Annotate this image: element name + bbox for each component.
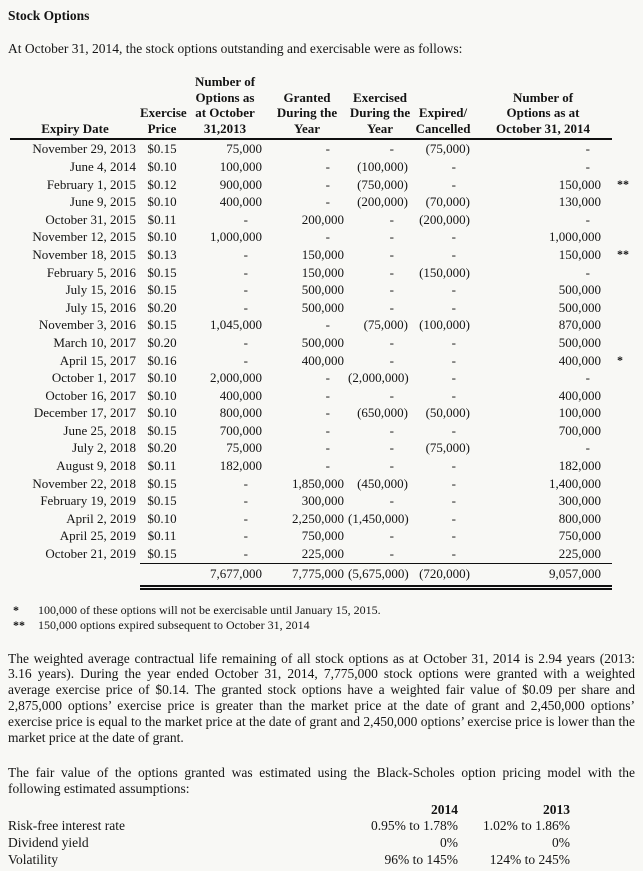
cell-opening-balance: 100,000 xyxy=(219,158,262,174)
total-granted: 7,775,000 xyxy=(266,563,348,587)
col-header-exercised: Exercised During the Year xyxy=(348,74,412,139)
cell-exercised: (2,000,000) xyxy=(348,370,409,386)
cell-expired-cancelled: - xyxy=(451,370,456,386)
cell-expiry-date: June 9, 2015 xyxy=(69,194,136,210)
table-row xyxy=(10,369,640,387)
cell-exercise-price: $0.10 xyxy=(147,405,177,421)
cell-granted: 225,000 xyxy=(266,545,348,563)
cell-granted: 300,000 xyxy=(301,493,344,509)
cell-exercise-price: $0.10 xyxy=(147,229,177,245)
cell-footnote-marker xyxy=(612,404,640,422)
cell-footnote-marker xyxy=(612,492,640,510)
table-row xyxy=(10,492,640,510)
cell-opening-balance: 900,000 xyxy=(219,176,262,192)
cell-footnote-marker xyxy=(612,422,640,440)
cell-exercised: (650,000) xyxy=(357,405,408,421)
cell-opening-balance: - xyxy=(243,475,248,491)
cell-footnote-marker xyxy=(612,387,640,405)
cell-expiry-date: November 29, 2013 xyxy=(32,141,136,157)
cell-opening-balance: - xyxy=(243,282,248,298)
cell-granted: 1,850,000 xyxy=(292,475,344,491)
cell-expiry-date: July 15, 2016 xyxy=(65,282,136,298)
cell-exercise-price: $0.12 xyxy=(147,176,177,192)
cell-exercised: - xyxy=(389,387,394,403)
cell-footnote-marker xyxy=(612,457,640,475)
cell-closing-balance: 500,000 xyxy=(558,334,601,350)
cell-footnote-marker xyxy=(612,299,640,317)
cell-exercised: (100,000) xyxy=(357,158,408,174)
cell-granted: - xyxy=(325,422,330,438)
cell-exercised: - xyxy=(389,282,394,298)
cell-exercise-price: $0.13 xyxy=(147,246,177,262)
cell-opening-balance: - xyxy=(243,334,248,350)
assumptions-header-row xyxy=(8,801,578,818)
cell-exercise-price: $0.11 xyxy=(147,528,177,544)
footnote-marker: ** xyxy=(13,618,25,633)
cell-exercise-price: $0.20 xyxy=(147,334,177,350)
assumption-value-2013: 124% to 245% xyxy=(489,851,570,867)
stock-options-table xyxy=(10,74,640,590)
cell-expired-cancelled: - xyxy=(451,475,456,491)
col-header-expiry-date: Expiry Date xyxy=(10,74,140,139)
cell-footnote-marker: * xyxy=(617,352,623,367)
cell-expiry-date: July 2, 2018 xyxy=(72,440,136,456)
cell-opening-balance: 400,000 xyxy=(219,194,262,210)
cell-expired-cancelled: - xyxy=(412,545,474,563)
cell-exercise-price: $0.15 xyxy=(147,422,177,438)
cell-expiry-date: October 31, 2015 xyxy=(45,211,136,227)
cell-granted: 500,000 xyxy=(301,299,344,315)
cell-exercise-price: $0.15 xyxy=(147,317,177,333)
options-table-header xyxy=(10,74,640,139)
cell-exercised: - xyxy=(389,264,394,280)
cell-opening-balance: - xyxy=(243,510,248,526)
cell-expired-cancelled: - xyxy=(451,510,456,526)
cell-granted: 500,000 xyxy=(301,334,344,350)
cell-expired-cancelled: - xyxy=(451,282,456,298)
col-header-2014: 2014 xyxy=(431,802,458,817)
cell-footnote-marker: ** xyxy=(617,176,629,191)
cell-closing-balance: 182,000 xyxy=(558,458,601,474)
cell-expiry-date: April 15, 2017 xyxy=(59,352,136,368)
cell-opening-balance: 400,000 xyxy=(219,387,262,403)
cell-closing-balance: 800,000 xyxy=(558,510,601,526)
cell-footnote-marker: ** xyxy=(617,246,629,261)
cell-footnote-marker xyxy=(612,211,640,229)
cell-expired-cancelled: - xyxy=(451,387,456,403)
total-opening: 7,677,000 xyxy=(184,563,266,587)
cell-expiry-date: February 5, 2016 xyxy=(46,264,136,280)
cell-exercised: - xyxy=(389,528,394,544)
cell-exercised: - xyxy=(389,246,394,262)
table-row xyxy=(10,211,640,229)
cell-footnote-marker xyxy=(612,193,640,211)
total-spacer-note xyxy=(612,563,640,587)
cell-expiry-date: June 25, 2018 xyxy=(63,422,136,438)
cell-opening-balance: - xyxy=(243,246,248,262)
cell-exercised: - xyxy=(389,458,394,474)
cell-exercise-price: $0.20 xyxy=(147,440,177,456)
cell-expiry-date: February 19, 2019 xyxy=(40,493,136,509)
cell-exercised: - xyxy=(389,299,394,315)
cell-footnote-marker xyxy=(612,510,640,528)
cell-exercised: - xyxy=(389,141,394,157)
cell-expired-cancelled: (50,000) xyxy=(425,405,470,421)
cell-expired-cancelled: - xyxy=(451,246,456,262)
cell-exercise-price: $0.15 xyxy=(147,264,177,280)
cell-granted: - xyxy=(325,458,330,474)
col-header-expired-cancelled: Expired/ Cancelled xyxy=(412,74,474,139)
cell-footnote-marker xyxy=(612,475,640,493)
cell-closing-balance: 500,000 xyxy=(558,299,601,315)
cell-closing-balance: 1,000,000 xyxy=(549,229,601,245)
cell-closing-balance: 700,000 xyxy=(558,422,601,438)
cell-closing-balance: 225,000 xyxy=(474,545,612,563)
cell-granted: - xyxy=(325,194,330,210)
cell-exercise-price: $0.11 xyxy=(147,211,177,227)
cell-exercised: (75,000) xyxy=(363,317,408,333)
footnote-marker: * xyxy=(13,602,19,617)
cell-exercised: - xyxy=(389,493,394,509)
cell-closing-balance: - xyxy=(585,158,590,174)
cell-expiry-date: February 1, 2015 xyxy=(46,176,136,192)
table-row xyxy=(10,316,640,334)
table-row xyxy=(10,158,640,176)
cell-granted: 2,250,000 xyxy=(292,510,344,526)
cell-opening-balance: - xyxy=(243,528,248,544)
assumption-value-2013: 1.02% to 1.86% xyxy=(483,818,570,833)
cell-opening-balance: 2,000,000 xyxy=(210,370,262,386)
table-row xyxy=(10,193,640,211)
cell-expired-cancelled: - xyxy=(451,493,456,509)
cell-footnote-marker xyxy=(612,281,640,299)
cell-granted: 150,000 xyxy=(301,264,344,280)
cell-granted: - xyxy=(325,141,330,157)
cell-expiry-date: October 1, 2017 xyxy=(51,370,136,386)
cell-exercise-price: $0.15 xyxy=(147,475,177,491)
cell-footnote-marker xyxy=(612,369,640,387)
cell-opening-balance: - xyxy=(243,211,248,227)
footnote-text: 150,000 options expired subsequent to October 31, 2014 xyxy=(38,618,310,633)
intro-paragraph: At October 31, 2014, the stock options outstanding and exercisable were as follows: xyxy=(8,41,463,56)
footnotes xyxy=(10,603,635,634)
table-row xyxy=(10,246,640,264)
table-row xyxy=(10,510,640,528)
cell-exercise-price: $0.15 xyxy=(147,493,177,509)
col-header-options-2013: Number of Options as at October 31,2013 xyxy=(184,74,266,139)
cell-exercise-price: $0.10 xyxy=(147,510,177,526)
cell-exercise-price: $0.16 xyxy=(147,352,177,368)
cell-exercised: - xyxy=(389,334,394,350)
cell-opening-balance: 1,000,000 xyxy=(210,229,262,245)
cell-expiry-date: November 12, 2015 xyxy=(32,229,136,245)
cell-granted: - xyxy=(325,158,330,174)
table-row xyxy=(10,176,640,194)
cell-opening-balance: 800,000 xyxy=(219,405,262,421)
cell-expired-cancelled: - xyxy=(451,334,456,350)
assumption-row xyxy=(8,818,578,835)
table-row xyxy=(10,352,640,370)
cell-granted: - xyxy=(325,317,330,333)
cell-expiry-date: October 16, 2017 xyxy=(45,387,136,403)
assumption-value-2014: 96% to 145% xyxy=(384,851,458,867)
table-row xyxy=(10,404,640,422)
cell-exercised: (750,000) xyxy=(357,176,408,192)
cell-exercised: - xyxy=(389,422,394,438)
assumption-row xyxy=(8,852,578,869)
cell-opening-balance: - xyxy=(243,352,248,368)
table-row xyxy=(10,264,640,282)
total-exercised: (5,675,000) xyxy=(348,563,412,587)
cell-expired-cancelled: - xyxy=(451,176,456,192)
cell-expired-cancelled: (200,000) xyxy=(419,211,470,227)
table-row xyxy=(10,334,640,352)
cell-exercised: - xyxy=(389,229,394,245)
cell-expired-cancelled: (70,000) xyxy=(425,194,470,210)
cell-granted: 150,000 xyxy=(301,246,344,262)
table-row xyxy=(10,387,640,405)
cell-granted: 500,000 xyxy=(301,282,344,298)
cell-footnote-marker xyxy=(612,527,640,545)
cell-footnote-marker xyxy=(612,139,640,158)
cell-closing-balance: 130,000 xyxy=(558,194,601,210)
table-row xyxy=(10,439,640,457)
cell-expiry-date: July 15, 2016 xyxy=(65,299,136,315)
cell-exercise-price: $0.15 xyxy=(147,282,177,298)
cell-expiry-date: March 10, 2017 xyxy=(53,334,136,350)
cell-closing-balance: - xyxy=(585,440,590,456)
cell-closing-balance: - xyxy=(585,211,590,227)
col-header-exercise-price: Exercise Price xyxy=(140,74,184,139)
assumption-label: Volatility xyxy=(8,851,59,867)
assumption-label: Risk-free interest rate xyxy=(8,818,125,833)
section-title: Stock Options xyxy=(8,8,90,23)
cell-closing-balance: 500,000 xyxy=(558,282,601,298)
cell-exercised: - xyxy=(389,352,394,368)
col-header-granted: Granted During the Year xyxy=(266,74,348,139)
cell-granted: - xyxy=(325,387,330,403)
paragraph-fair-value: The fair value of the options granted was estimated using the Black-Scholes option pricing model with the following estimated assumptions: xyxy=(8,765,635,797)
table-row xyxy=(10,545,640,563)
cell-expiry-date: October 21, 2019 xyxy=(45,546,136,562)
cell-exercised: (1,450,000) xyxy=(348,510,409,526)
cell-closing-balance: 400,000 xyxy=(558,352,601,368)
cell-closing-balance: 150,000 xyxy=(558,246,601,262)
assumption-row xyxy=(8,835,578,852)
cell-expiry-date: December 17, 2017 xyxy=(33,405,136,421)
table-row xyxy=(10,475,640,493)
cell-expired-cancelled: - xyxy=(451,158,456,174)
cell-closing-balance: 150,000 xyxy=(558,176,601,192)
cell-exercise-price: $0.15 xyxy=(147,141,177,157)
cell-footnote-marker xyxy=(612,545,640,563)
cell-footnote-marker xyxy=(612,264,640,282)
cell-exercised: - xyxy=(348,545,412,563)
cell-exercise-price: $0.15 xyxy=(140,545,184,563)
cell-granted: - xyxy=(325,440,330,456)
cell-exercise-price: $0.10 xyxy=(147,387,177,403)
cell-granted: - xyxy=(325,176,330,192)
cell-exercise-price: $0.10 xyxy=(147,370,177,386)
cell-footnote-marker xyxy=(612,334,640,352)
cell-expired-cancelled: - xyxy=(451,352,456,368)
assumption-value-2013: 0% xyxy=(552,834,570,850)
cell-opening-balance: - xyxy=(243,264,248,280)
total-spacer-price xyxy=(140,563,184,587)
cell-closing-balance: 300,000 xyxy=(558,493,601,509)
cell-closing-balance: 870,000 xyxy=(558,317,601,333)
cell-opening-balance: 1,045,000 xyxy=(210,317,262,333)
cell-exercise-price: $0.11 xyxy=(147,458,177,474)
footnote-text: 100,000 of these options will not be exercisable until January 15, 2015. xyxy=(38,602,381,617)
cell-opening-balance: 182,000 xyxy=(219,458,262,474)
cell-expiry-date: April 2, 2019 xyxy=(66,510,136,526)
cell-exercise-price: $0.10 xyxy=(147,194,177,210)
cell-opening-balance: 75,000 xyxy=(226,141,262,157)
cell-exercised: (450,000) xyxy=(357,475,408,491)
cell-exercised: - xyxy=(389,211,394,227)
assumption-value-2014: 0% xyxy=(440,834,458,850)
cell-exercise-price: $0.10 xyxy=(147,158,177,174)
cell-footnote-marker xyxy=(612,158,640,176)
cell-expired-cancelled: (75,000) xyxy=(425,141,470,157)
totals-row xyxy=(10,563,640,587)
col-header-note-spacer xyxy=(612,74,640,139)
cell-closing-balance: - xyxy=(585,370,590,386)
cell-granted: 750,000 xyxy=(301,528,344,544)
cell-granted: 200,000 xyxy=(301,211,344,227)
total-expired: (720,000) xyxy=(412,563,474,587)
cell-granted: - xyxy=(325,405,330,421)
table-row xyxy=(10,228,640,246)
total-spacer-date xyxy=(10,563,140,587)
cell-opening-balance: 700,000 xyxy=(219,422,262,438)
cell-expired-cancelled: - xyxy=(451,299,456,315)
cell-closing-balance: 1,400,000 xyxy=(549,475,601,491)
cell-expired-cancelled: - xyxy=(451,422,456,438)
cell-expiry-date: April 25, 2019 xyxy=(59,528,136,544)
table-row xyxy=(10,281,640,299)
cell-footnote-marker xyxy=(612,228,640,246)
cell-closing-balance: 100,000 xyxy=(558,405,601,421)
cell-expiry-date: November 3, 2016 xyxy=(38,317,136,333)
cell-expired-cancelled: - xyxy=(451,229,456,245)
paragraph-contractual-life: The weighted average contractual life remaining of all stock options as at October 31, 2014 is 2.94 years (2013: 3.16 years). During the year ended October 31, 2014, 7,775,000 stock options were granted with a weighted average exercise price of $0.14. The granted stock options have a weighted fair value of $0.09 per share and 2,875,000 options’ exercise price is greater than the market price at the date of grant and 2,450,000 options’ exercise price is equal to the market price at the date of grant and 2,450,000 options’ exercise price is lower than the market price at the date of grant. xyxy=(8,650,635,745)
table-row xyxy=(10,422,640,440)
cell-opening-balance: - xyxy=(184,545,266,563)
assumptions-header-spacer xyxy=(8,801,308,818)
assumption-value-2014: 0.95% to 1.78% xyxy=(371,818,458,833)
footnote xyxy=(10,618,635,634)
assumptions-table xyxy=(8,801,578,868)
cell-expiry-date: August 9, 2018 xyxy=(56,458,136,474)
footnote xyxy=(10,603,635,619)
cell-expired-cancelled: (100,000) xyxy=(419,317,470,333)
table-row xyxy=(10,527,640,545)
cell-footnote-marker xyxy=(612,316,640,334)
cell-granted: - xyxy=(325,370,330,386)
cell-expired-cancelled: - xyxy=(451,528,456,544)
cell-footnote-marker xyxy=(612,439,640,457)
cell-expiry-date: November 18, 2015 xyxy=(32,246,136,262)
cell-exercise-price: $0.20 xyxy=(147,299,177,315)
cell-granted: - xyxy=(325,229,330,245)
cell-expiry-date: June 4, 2014 xyxy=(69,158,136,174)
cell-expired-cancelled: (150,000) xyxy=(419,264,470,280)
col-header-options-2014: Number of Options as at October 31, 2014 xyxy=(474,74,612,139)
cell-closing-balance: - xyxy=(585,141,590,157)
table-row xyxy=(10,457,640,475)
options-rows xyxy=(10,139,640,563)
cell-closing-balance: - xyxy=(585,264,590,280)
cell-closing-balance: 750,000 xyxy=(558,528,601,544)
cell-expired-cancelled: - xyxy=(451,458,456,474)
cell-granted: 400,000 xyxy=(301,352,344,368)
col-header-2013: 2013 xyxy=(543,802,570,817)
cell-exercised: (200,000) xyxy=(357,194,408,210)
assumption-label: Dividend yield xyxy=(8,834,89,850)
table-row xyxy=(10,139,640,158)
cell-opening-balance: - xyxy=(243,493,248,509)
cell-closing-balance: 400,000 xyxy=(558,387,601,403)
cell-expired-cancelled: (75,000) xyxy=(425,440,470,456)
total-closing: 9,057,000 xyxy=(474,563,612,587)
cell-opening-balance: 75,000 xyxy=(226,440,262,456)
cell-expiry-date: November 22, 2018 xyxy=(32,475,136,491)
cell-exercised: - xyxy=(389,440,394,456)
cell-opening-balance: - xyxy=(243,299,248,315)
table-row xyxy=(10,299,640,317)
